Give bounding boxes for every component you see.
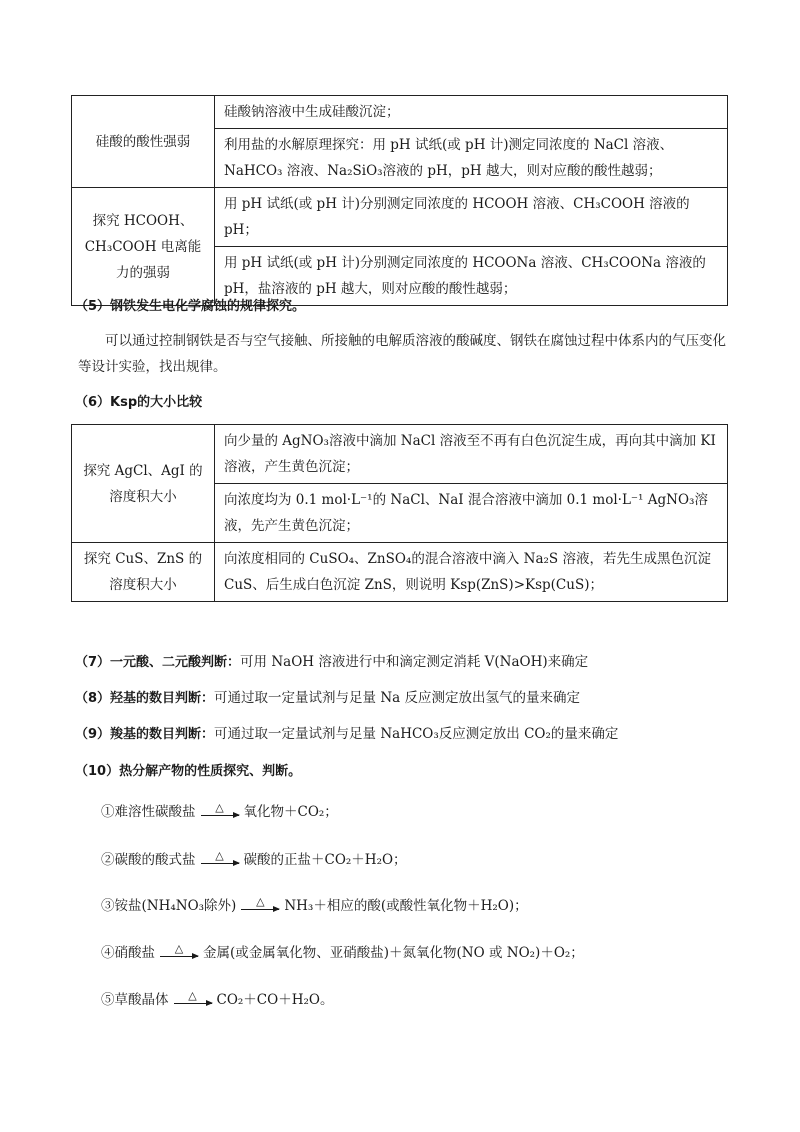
section-8-heading: （8）羟基的数目判断： <box>75 691 215 706</box>
heat-arrow-icon: △ <box>241 896 279 910</box>
formic-acetic-method-1: 用 pH 试纸(或 pH 计)分别测定同浓度的 HCOOH 溶液、CH₃COOH 溶液的 pH； <box>215 188 728 247</box>
section-7-text: 可用 NaOH 溶液进行中和滴定测定消耗 V(NaOH)来确定 <box>240 654 589 670</box>
reaction-3-product: NH₃＋相应的酸(或酸性氧化物＋H₂O)； <box>284 898 528 914</box>
reaction-2 <box>101 848 407 868</box>
section-10-heading: （10）热分解产物的性质探究、判断。 <box>75 764 302 779</box>
reaction-3 <box>101 894 528 914</box>
reaction-3-reactant: ③铵盐(NH₄NO₃除外) <box>101 898 237 914</box>
section-9-text: 可通过取一定量试剂与足量 NaHCO₃反应测定放出 CO₂的量来确定 <box>214 726 619 742</box>
section-5-paragraph: 可以通过控制钢铁是否与空气接触、所接触的电解质溶液的酸碱度、钢铁在腐蚀过程中体系内的气压变化等设计实验，找出规律。 <box>78 333 726 375</box>
heat-arrow-icon: △ <box>201 802 239 816</box>
ksp-comparison-table <box>71 424 728 602</box>
section-9-heading: （9）羧基的数目判断： <box>75 727 215 742</box>
section-8 <box>75 686 580 706</box>
silicic-acid-label: 硅酸的酸性强弱 <box>72 96 215 188</box>
reaction-1 <box>101 800 338 820</box>
reaction-1-product: 氧化物＋CO₂； <box>243 804 338 820</box>
reaction-5-product: CO₂＋CO＋H₂O。 <box>216 992 334 1008</box>
reaction-2-reactant: ②碳酸的酸式盐 <box>101 852 196 868</box>
section-7 <box>75 650 588 670</box>
formic-acetic-label: 探究 HCOOH、CH₃COOH 电离能力的强弱 <box>72 188 215 306</box>
silicic-acid-method-2: 利用盐的水解原理探究：用 pH 试纸(或 pH 计)测定同浓度的 NaCl 溶液、NaHCO₃ 溶液、Na₂SiO₃溶液的 pH，pH 越大，则对应酸的酸性越弱； <box>215 129 728 188</box>
agcl-agi-method-2: 向浓度均为 0.1 mol·L⁻¹的 NaCl、NaI 混合溶液中滴加 0.1 mol·L⁻¹ AgNO₃溶液，先产生黄色沉淀； <box>215 484 728 543</box>
reaction-2-product: 碳酸的正盐＋CO₂＋H₂O； <box>243 852 407 868</box>
silicic-acid-method-1: 硅酸钠溶液中生成硅酸沉淀； <box>215 96 728 129</box>
agcl-agi-label: 探究 AgCl、AgI 的溶度积大小 <box>72 425 215 543</box>
reaction-4-reactant: ④硝酸盐 <box>101 945 155 961</box>
section-8-text: 可通过取一定量试剂与足量 Na 反应测定放出氢气的量来确定 <box>214 690 580 706</box>
section-7-heading: （7）一元酸、二元酸判断： <box>75 655 241 670</box>
reaction-1-reactant: ①难溶性碳酸盐 <box>101 804 196 820</box>
section-9 <box>75 722 618 742</box>
heat-arrow-icon: △ <box>201 850 239 864</box>
reaction-5 <box>101 988 333 1008</box>
heat-arrow-icon: △ <box>160 943 198 957</box>
reaction-5-reactant: ⑤草酸晶体 <box>101 992 169 1008</box>
formic-acetic-method-2: 用 pH 试纸(或 pH 计)分别测定同浓度的 HCOONa 溶液、CH₃COONa 溶液的 pH，盐溶液的 pH 越大，则对应酸的酸性越弱； <box>215 247 728 306</box>
section-6-heading: （6）Ksp的大小比较 <box>75 395 203 410</box>
cus-zns-method-1: 向浓度相同的 CuSO₄、ZnSO₄的混合溶液中滴入 Na₂S 溶液，若先生成黑色沉淀 CuS、后生成白色沉淀 ZnS，则说明 Ksp(ZnS)>Ksp(CuS)； <box>215 543 728 602</box>
section-5-heading: （5）钢铁发生电化学腐蚀的规律探究。 <box>75 299 306 314</box>
heat-arrow-icon: △ <box>174 990 212 1004</box>
reaction-4 <box>101 941 584 961</box>
cus-zns-label: 探究 CuS、ZnS 的溶度积大小 <box>72 543 215 602</box>
reaction-4-product: 金属(或金属氧化物、亚硝酸盐)＋氮氧化物(NO 或 NO₂)＋O₂； <box>203 945 584 961</box>
acid-strength-table <box>71 95 728 306</box>
agcl-agi-method-1: 向少量的 AgNO₃溶液中滴加 NaCl 溶液至不再有白色沉淀生成，再向其中滴加 KI 溶液，产生黄色沉淀； <box>215 425 728 484</box>
